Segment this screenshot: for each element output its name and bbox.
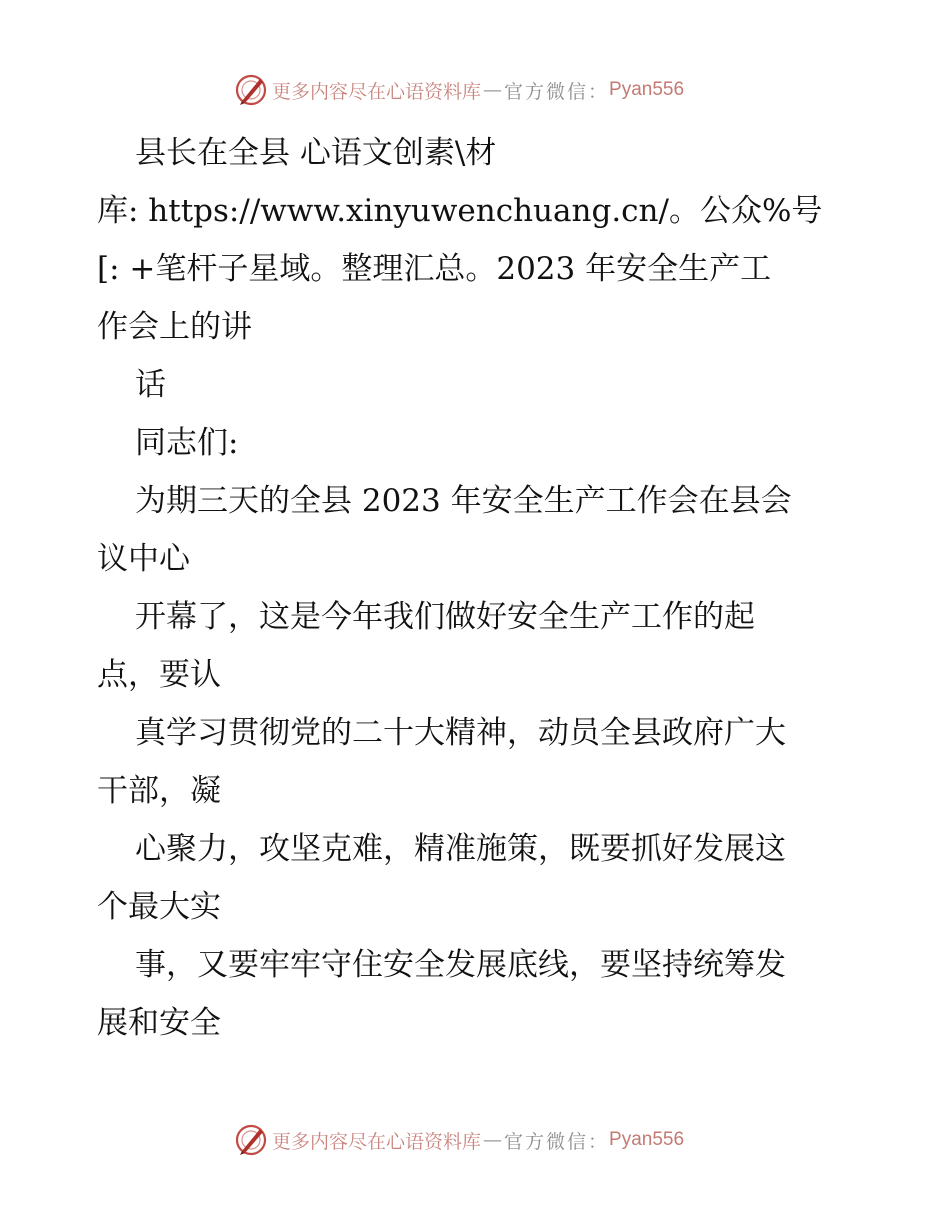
document-line: 心聚力，攻坚克难，精准施策，既要抓好发展这 <box>135 831 786 867</box>
document-line: 为期三天的全县 2023 年安全生产工作会在县会 <box>135 483 792 519</box>
document-line: 议中心 <box>97 541 190 577</box>
banner-wechat-id: Pyan556 <box>609 79 685 100</box>
quill-logo-icon <box>234 73 268 107</box>
banner-separator: — <box>483 79 503 101</box>
quill-logo-icon <box>234 1123 268 1157</box>
header-watermark-banner <box>234 72 714 108</box>
document-line: 同志们: <box>135 425 239 461</box>
banner-wechat-id: Pyan556 <box>609 1129 685 1150</box>
document-line: 点，要认 <box>97 657 221 693</box>
banner-wechat-label: 官方微信： <box>504 1130 610 1153</box>
banner-brand-text: 更多内容尽在心语资料库 <box>272 1130 482 1153</box>
document-line: 展和安全 <box>97 1005 221 1041</box>
banner-brand-text: 更多内容尽在心语资料库 <box>272 80 482 103</box>
document-body <box>97 124 867 1052</box>
document-line: 县长在全县 心语文创素\材 <box>135 135 497 171</box>
document-line: 作会上的讲 <box>97 309 252 345</box>
footer-watermark-banner <box>234 1122 714 1158</box>
document-line: 干部，凝 <box>97 773 221 809</box>
document-line: 开幕了，这是今年我们做好安全生产工作的起 <box>135 599 755 635</box>
banner-wechat-label: 官方微信： <box>504 80 610 103</box>
document-line: 个最大实 <box>97 889 221 925</box>
document-line: 话 <box>135 367 166 403</box>
document-line: 真学习贯彻党的二十大精神，动员全县政府广大 <box>135 715 786 751</box>
banner-separator: — <box>483 1129 503 1151</box>
document-line: [: +笔杆子星域。整理汇总。2023 年安全生产工 <box>97 251 772 287</box>
document-line: 库: https://www.xinyuwenchuang.cn/。公众%号 <box>97 193 823 229</box>
document-line: 事，又要牢牢守住安全发展底线，要坚持统筹发 <box>135 947 786 983</box>
